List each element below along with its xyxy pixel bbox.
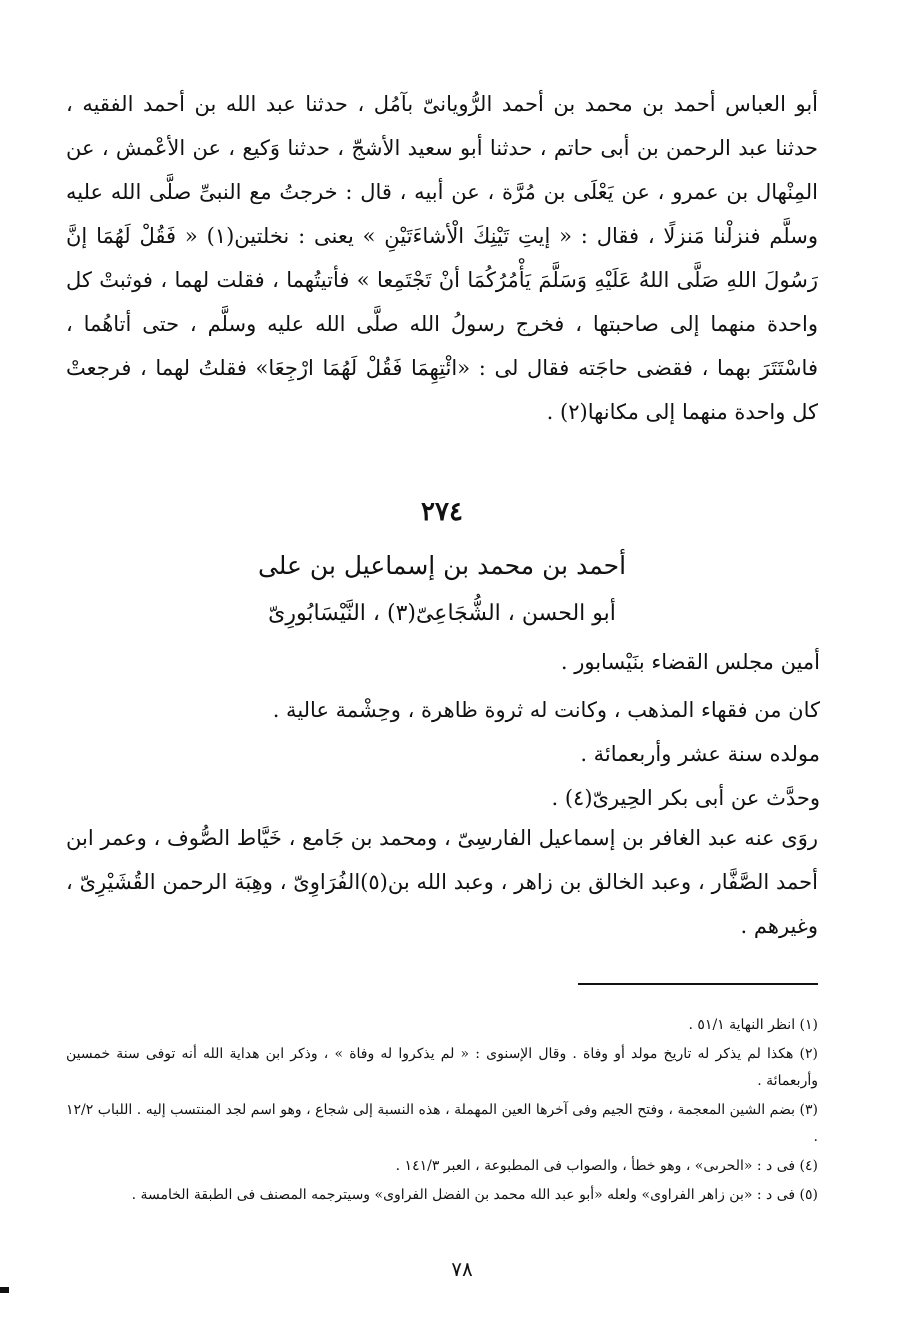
footnote-1: (١) انظر النهاية ٥١/١ . (688, 1017, 818, 1033)
footnote-3: (٣) بضم الشين المعجمة ، وفتح الجيم وفى آخرها العين المهملة ، هذه النسبة إلى شجاع ، وهو اسم لجد المنتسب إليه . اللباب ١٢/٢ . (66, 1102, 818, 1145)
footnote-divider (578, 983, 818, 985)
entry-name: أحمد بن محمد بن إسماعيل بن على (257, 551, 627, 580)
intro-paragraph: أبو العباس أحمد بن محمد بن أحمد الرُّويانىّ بآمُل ، حدثنا عبد الله بن أحمد الفقيه ، حدثنا عبد الرحمن بن أبى حاتم ، حدثنا أبو سعيد الأشجّ ، حدثنا وَكيع ، عن الأعْمش ، عن المِنْهال بن عمرو ، عن يَعْلَى بن مُرَّة ، عن أبيه ، قال : خرجتُ مع النبىِّ صلَّى الله عليه وسلَّم فنزلْنا مَنزلًا ، فقال : « إيتِ تَيْنِكَ الْأشاءَتَيْنِ » يعنى : نخلتين(١) « فَقُلْ لَهُمَا إنَّ رَسُولَ اللهِ صَلَّى اللهُ عَلَيْهِ وَسَلَّمَ يَأْمُرُكُمَا أنْ تَجْتَمِعا » فأتيتُهما ، فقلت لهما ، فوثبتْ كل واحدة منهما إلى صاحبتها ، فخرج رسولُ الله صلَّى الله عليه وسلَّم ، حتى أتاهُما ، فاسْتَتَرَ بهما ، فقضى حاجَته فقال لى : «ائْتِهِمَا فَقُلْ لَهُمَا ارْجِعَا» فقلتُ لهما ، فرجعتْ كل واحدة منهما إلى مكانها(٢) . (66, 92, 818, 424)
entry-line-description: كان من فقهاء المذهب ، وكانت له ثروة ظاهرة ، وحِشْمة عالية . (272, 698, 820, 722)
footnote-5: (٥) فى د : «بن زاهر الفراوى» ولعله «أبو عبد الله محمد بن الفضل الفراوى» وسيترجمه المصنف فى الطبقة الخامسة . (131, 1187, 818, 1203)
footnote-4: (٤) فى د : «الحرىى» ، وهو خطأ ، والصواب فى المطبوعة ، العبر ١٤١/٣ . (395, 1158, 818, 1174)
entry-kunya: أبو الحسن ، الشُّجَاعِىّ(٣) ، النَّيْسَابُورِىّ (268, 601, 616, 626)
footnote-2: (٢) هكذا لم يذكر له تاريخ مولد أو وفاة . وقال الإسنوى : « لم يذكروا له وفاة » ، وذكر ابن هداية الله أنه توفى سنة خمسين وأربعمائة . (66, 1046, 818, 1089)
page-number: ٧٨ (451, 1257, 473, 1281)
entry-line-birth: مولده سنة عشر وأربعمائة . (580, 742, 820, 766)
scan-edge-mark (0, 1287, 9, 1293)
narrators-paragraph: روَى عنه عبد الغافر بن إسماعيل الفارسِىّ ، ومحمد بن جَامع ، خَيَّاط الصُّوف ، وعمر ابن أحمد الصَّفَّار ، وعبد الخالق بن زاهر ، وعبد الله بن(٥)الفُرَاوِىّ ، وهِبَة الرحمن القُشَيْرِىّ ، وغيرهم . (66, 826, 818, 938)
entry-line-office: أمين مجلس القضاء بنَيْسابور . (560, 650, 820, 674)
entry-line-teacher: وحدَّث عن أبى بكر الحِيرىّ(٤) . (551, 786, 820, 810)
footnotes (66, 1012, 818, 1211)
entry-number: ٢٧٤ (421, 497, 463, 527)
